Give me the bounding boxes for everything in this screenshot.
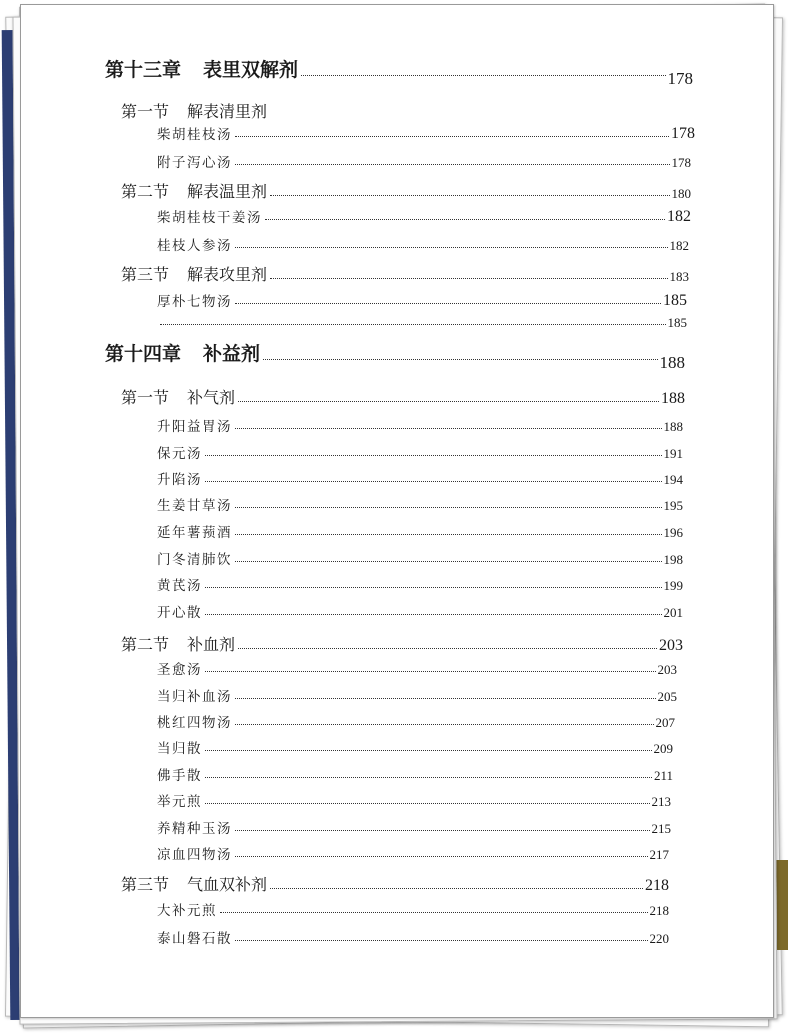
toc-formula[interactable]	[157, 817, 671, 837]
toc-formula[interactable]	[157, 442, 683, 462]
formula-name: 升陷汤	[157, 472, 202, 488]
dot-leader	[270, 278, 667, 279]
page-number: 198	[663, 552, 683, 567]
section-number: 第一节	[121, 388, 170, 407]
page-number: 201	[663, 605, 683, 620]
toc-formula[interactable]	[157, 790, 671, 810]
toc-section[interactable]	[121, 872, 669, 895]
page-number: 217	[649, 847, 669, 862]
section-number: 第三节	[121, 875, 170, 894]
page-number: 180	[671, 186, 691, 201]
section-number: 第一节	[121, 102, 170, 121]
page-number: 185	[663, 292, 687, 309]
dot-leader	[235, 940, 648, 941]
page-number: 185	[667, 315, 687, 330]
dot-leader	[235, 164, 670, 165]
page-number: 209	[653, 741, 673, 756]
toc-formula[interactable]	[157, 123, 695, 143]
page-number: 211	[653, 768, 673, 783]
dot-leader	[205, 777, 652, 778]
formula-name: 黄芪汤	[157, 578, 202, 594]
page-number: 213	[651, 794, 671, 809]
page-number: 207	[655, 715, 675, 730]
dot-leader	[235, 698, 656, 699]
book-cover-edge-right	[776, 860, 788, 950]
formula-name: 圣愈汤	[157, 662, 202, 678]
toc-formula[interactable]	[157, 899, 669, 919]
page-number: 215	[651, 821, 671, 836]
toc-section[interactable]	[121, 99, 695, 122]
dot-leader	[301, 75, 665, 76]
page-number: 203	[659, 637, 683, 654]
formula-name: 保元汤	[157, 446, 202, 462]
dot-leader	[263, 359, 657, 360]
formula-name: 佛手散	[157, 768, 202, 784]
toc-section[interactable]	[121, 262, 689, 285]
toc-formula[interactable]	[157, 711, 675, 731]
dot-leader	[235, 247, 668, 248]
toc-formula[interactable]	[157, 764, 673, 784]
dot-leader	[205, 671, 656, 672]
dot-leader	[235, 830, 650, 831]
formula-name: 升阳益胃汤	[157, 419, 232, 435]
formula-name: 柴胡桂枝干姜汤	[157, 210, 262, 226]
dot-leader	[235, 507, 662, 508]
dot-leader	[265, 219, 665, 220]
toc-formula[interactable]	[157, 737, 673, 757]
toc-section[interactable]	[121, 385, 685, 408]
page-number: 218	[645, 877, 669, 894]
dot-leader	[270, 195, 669, 196]
section-title: 解表温里剂	[187, 182, 268, 201]
dot-leader	[205, 803, 650, 804]
section-title: 补气剂	[187, 388, 236, 407]
page-number: 205	[657, 689, 677, 704]
dot-leader	[235, 534, 662, 535]
dot-leader	[238, 401, 659, 402]
toc-formula[interactable]	[157, 843, 669, 863]
chapter-number: 第十三章	[105, 59, 182, 81]
toc-formula[interactable]	[157, 685, 677, 705]
page-number: 199	[663, 578, 683, 593]
page-number: 178	[671, 125, 695, 142]
toc-formula[interactable]	[157, 601, 683, 621]
dot-leader	[235, 856, 648, 857]
section-title: 气血双补剂	[187, 875, 268, 894]
page-number: 196	[663, 525, 683, 540]
section-title: 解表清里剂	[187, 102, 268, 121]
section-title: 解表攻里剂	[187, 265, 268, 284]
dot-leader	[220, 912, 648, 913]
chapter-title: 补益剂	[203, 343, 261, 365]
page-number: 194	[663, 472, 683, 487]
toc-trailing-page	[157, 315, 687, 331]
dot-leader	[205, 455, 662, 456]
dot-leader	[235, 428, 662, 429]
section-number: 第二节	[121, 635, 170, 654]
toc-formula[interactable]	[157, 574, 683, 594]
formula-name: 桂枝人参汤	[157, 238, 232, 254]
dot-leader	[235, 136, 669, 137]
formula-name: 凉血四物汤	[157, 847, 232, 863]
page-number: 195	[663, 498, 683, 513]
toc-section[interactable]	[121, 179, 691, 202]
toc-formula[interactable]	[157, 151, 691, 171]
toc-formula[interactable]	[157, 468, 683, 488]
dot-leader	[238, 648, 657, 649]
formula-name: 附子泻心汤	[157, 155, 232, 171]
toc-formula[interactable]	[157, 415, 683, 435]
page-number: 218	[649, 903, 669, 918]
toc-section[interactable]	[121, 632, 683, 655]
formula-name: 柴胡桂枝汤	[157, 127, 232, 143]
page-number: 191	[663, 446, 683, 461]
page-number: 188	[663, 419, 683, 434]
formula-name: 延年薯蓣酒	[157, 525, 232, 541]
dot-leader	[160, 324, 666, 325]
formula-name: 举元煎	[157, 794, 202, 810]
formula-name: 大补元煎	[157, 903, 217, 919]
toc-formula[interactable]	[157, 234, 689, 254]
formula-name: 当归散	[157, 741, 202, 757]
chapter-number: 第十四章	[105, 343, 182, 365]
formula-name: 开心散	[157, 605, 202, 621]
toc-formula[interactable]	[157, 548, 683, 568]
toc-chapter-14[interactable]	[105, 339, 685, 372]
dot-leader	[235, 561, 662, 562]
dot-leader	[205, 750, 652, 751]
dot-leader	[205, 481, 662, 482]
page-number: 182	[669, 238, 689, 253]
toc-formula[interactable]	[157, 290, 687, 310]
section-number: 第二节	[121, 182, 170, 201]
table-of-contents	[21, 5, 773, 1017]
dot-leader	[235, 303, 661, 304]
formula-name: 桃红四物汤	[157, 715, 232, 731]
toc-formula[interactable]	[157, 521, 683, 541]
page-number: 220	[649, 931, 669, 946]
page-number: 178	[667, 69, 693, 88]
dot-leader	[205, 614, 662, 615]
toc-formula[interactable]	[157, 206, 691, 226]
toc-chapter-13[interactable]	[105, 55, 693, 88]
toc-formula[interactable]	[157, 658, 677, 678]
section-title: 补血剂	[187, 635, 236, 654]
dot-leader	[205, 587, 662, 588]
page-number: 203	[657, 662, 677, 677]
dot-leader	[235, 724, 654, 725]
toc-formula[interactable]	[157, 927, 669, 947]
formula-name: 当归补血汤	[157, 689, 232, 705]
formula-name: 门冬清肺饮	[157, 552, 232, 568]
formula-name: 厚朴七物汤	[157, 294, 232, 310]
formula-name: 养精种玉汤	[157, 821, 232, 837]
section-number: 第三节	[121, 265, 170, 284]
dot-leader	[270, 888, 643, 889]
formula-name: 泰山磐石散	[157, 931, 232, 947]
page-number: 183	[669, 269, 689, 284]
page-number: 178	[671, 155, 691, 170]
formula-name: 生姜甘草汤	[157, 498, 232, 514]
page-number: 188	[659, 353, 685, 372]
page-number: 188	[661, 390, 685, 407]
chapter-title: 表里双解剂	[203, 59, 299, 81]
page-number: 182	[667, 208, 691, 225]
toc-page	[20, 4, 774, 1018]
toc-formula[interactable]	[157, 494, 683, 514]
